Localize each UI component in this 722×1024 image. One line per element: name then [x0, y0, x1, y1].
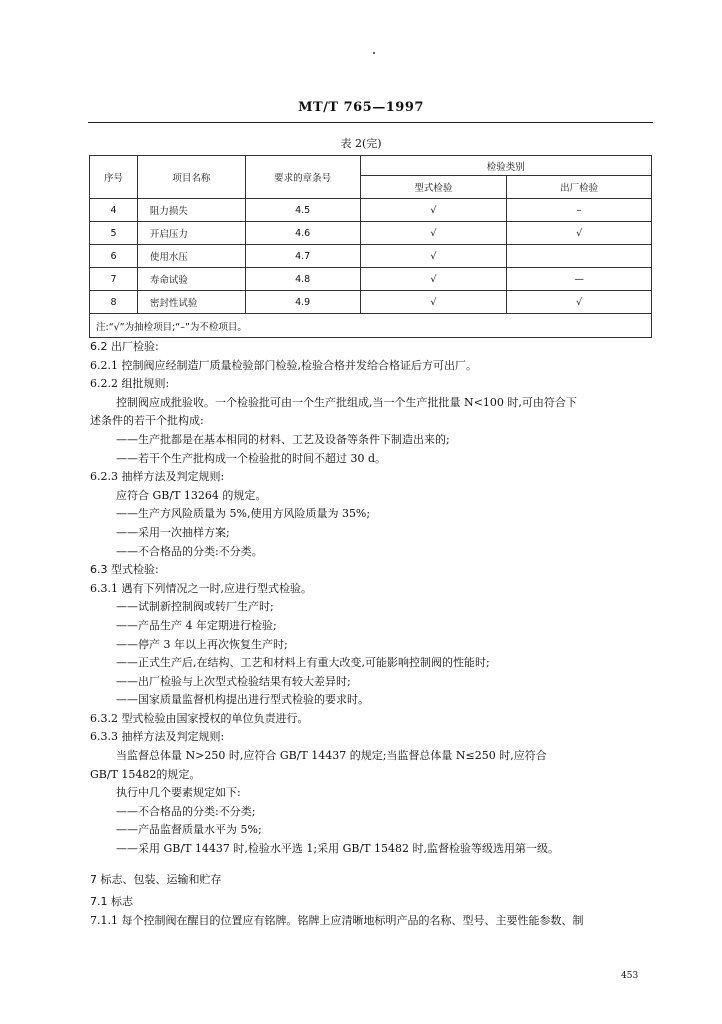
cell-type-test: √ [360, 291, 507, 314]
clause-6-3-3: 6.3.3 抽样方法及判定规则: [90, 730, 225, 744]
table-row [90, 245, 652, 268]
section-7-1-heading: 7.1 标志 [90, 895, 133, 909]
cell-name: 开启压力 [137, 222, 245, 245]
cell-factory-test: — [507, 268, 652, 291]
cell-no: 5 [90, 222, 138, 245]
header-item-name: 项目名称 [137, 156, 245, 199]
table-caption: 表 2(完) [340, 137, 382, 150]
list-item: ——出厂检验与上次型式检验结果有较大差异时; [116, 674, 351, 688]
list-item: ——生产方风险质量为 5%,使用方风险质量为 35%; [116, 507, 371, 521]
section-6-2-heading: 6.2 出厂检验: [90, 340, 159, 353]
cell-no: 6 [90, 245, 138, 268]
table-row [90, 291, 652, 314]
cell-factory-test: – [507, 199, 652, 222]
standard-header: MT/T 765—1997 [298, 100, 424, 115]
header-clause: 要求的章条号 [245, 156, 360, 199]
clause-6-2-1: 6.2.1 控制阀应经制造厂质量检验部门检验,检验合格并发给合格证后方可出厂。 [90, 358, 477, 372]
list-item: ——国家质量监督机构提出进行型式检验的要求时。 [116, 693, 369, 707]
cell-no: 7 [90, 268, 138, 291]
header-rule [88, 122, 653, 123]
list-item: ——试制新控制阀或转厂生产时; [116, 600, 274, 614]
section-6-3-heading: 6.3 型式检验: [90, 563, 159, 577]
cell-clause: 4.5 [245, 199, 360, 222]
body-text [90, 338, 656, 930]
list-item: ——不合格品的分类:不分类。 [116, 544, 263, 558]
cell-name: 使用水压 [137, 245, 245, 268]
table-row [90, 222, 652, 245]
cell-clause: 4.7 [245, 245, 360, 268]
clause-6-3-1: 6.3.1 遇有下列情况之一时,应进行型式检验。 [90, 581, 312, 595]
clause-6-2-2: 6.2.2 组批规则: [90, 377, 170, 391]
table-note-row [90, 314, 652, 338]
paragraph-line: 控制阀应成批验收。一个检验批可由一个生产批组成,当一个生产批批量 N<100 时,可由符合下 [116, 395, 577, 409]
cell-name: 密封性试验 [137, 291, 245, 314]
cell-no: 4 [90, 199, 138, 222]
cell-factory-test [507, 245, 652, 268]
clause-6-2-3: 6.2.3 抽样方法及判定规则: [90, 470, 225, 484]
cell-name: 寿命试验 [137, 268, 245, 291]
inspection-table [89, 155, 652, 338]
table-row [90, 199, 652, 222]
cell-type-test: √ [360, 245, 507, 268]
cell-type-test: √ [360, 222, 507, 245]
header-category: 检验类别 [360, 156, 651, 176]
cell-clause: 4.9 [245, 291, 360, 314]
list-item: ——采用一次抽样方案; [116, 525, 230, 539]
paragraph-line: 述条件的若干个批构成: [90, 414, 204, 428]
list-item: ——不合格品的分类:不分类; [116, 804, 256, 818]
list-item: ——产品监督质量水平为 5%; [116, 823, 262, 837]
cell-factory-test: √ [507, 291, 652, 314]
cell-clause: 4.8 [245, 268, 360, 291]
cell-no: 8 [90, 291, 138, 314]
table-header-row [90, 156, 652, 176]
scan-speck [373, 52, 375, 54]
table-row [90, 268, 652, 291]
list-item: ——采用 GB/T 14437 时,检验水平选 1;采用 GB/T 15482 时,监督检验等级选用第一级。 [116, 842, 559, 856]
cell-name: 阻力损失 [137, 199, 245, 222]
cell-type-test: √ [360, 268, 507, 291]
header-factory-test: 出厂检验 [507, 176, 652, 199]
cell-type-test: √ [360, 199, 507, 222]
clause-7-1-1: 7.1.1 每个控制阀在醒目的位置应有铭牌。铭牌上应清晰地标明产品的名称、型号、主要性能参数、制 [90, 913, 584, 927]
section-7-heading: 7 标志、包装、运输和贮存 [90, 872, 222, 886]
paragraph-line: 执行中几个要素规定如下: [116, 786, 241, 800]
list-item: ——停产 3 年以上再次恢复生产时; [116, 637, 288, 651]
list-item: ——生产批都是在基本相同的材料、工艺及设备等条件下制造出来的; [116, 432, 450, 446]
cell-clause: 4.6 [245, 222, 360, 245]
table-note: 注:“√”为抽检项目;“–”为不检项目。 [90, 314, 652, 338]
paragraph-line: GB/T 15482的规定。 [90, 767, 201, 781]
header-type-test: 型式检验 [360, 176, 507, 199]
list-item: ——正式生产后,在结构、工艺和材料上有重大改变,可能影响控制阀的性能时; [116, 656, 490, 670]
paragraph-line: 应符合 GB/T 13264 的规定。 [116, 488, 267, 502]
cell-factory-test: √ [507, 222, 652, 245]
list-item: ——若干个生产批构成一个检验批的时间不超过 30 d。 [116, 451, 387, 465]
header-no: 序号 [90, 156, 138, 199]
page-number: 453 [621, 971, 639, 981]
paragraph-line: 当监督总体量 N>250 时,应符合 GB/T 14437 的规定;当监督总体量 N≤250 时,应符合 [116, 749, 547, 763]
clause-6-3-2: 6.3.2 型式检验由国家授权的单位负责进行。 [90, 711, 309, 725]
list-item: ——产品生产 4 年定期进行检验; [116, 618, 277, 632]
